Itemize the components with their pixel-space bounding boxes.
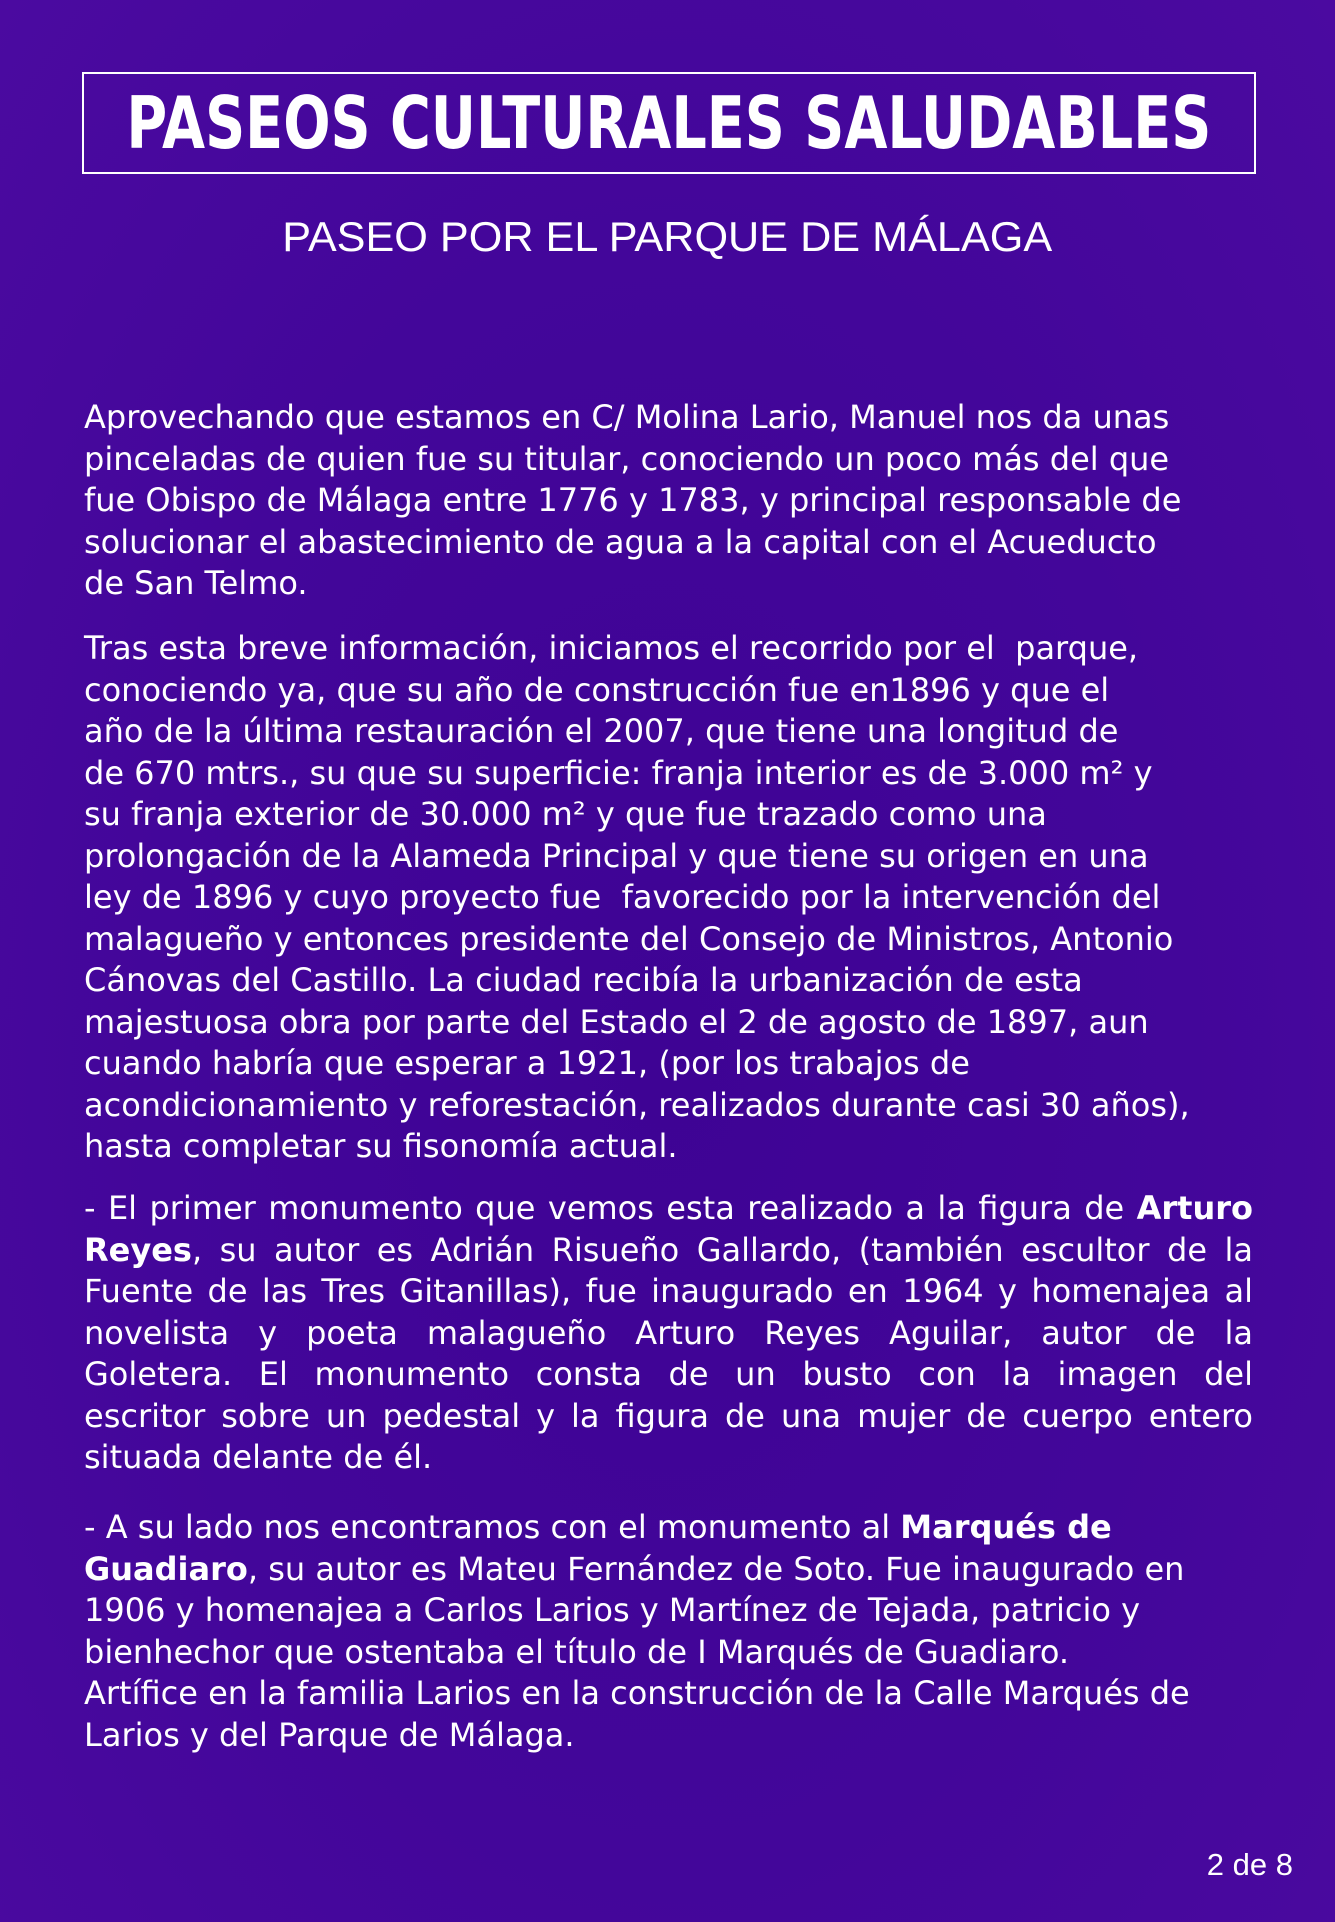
text-segment: 1906 y homenajea a Carlos Larios y Martínez de Tejada, patricio y — [84, 1591, 1141, 1629]
text-line — [84, 1437, 1253, 1479]
title-box — [82, 72, 1256, 174]
text-line-content — [84, 1230, 1253, 1272]
text-line — [84, 1126, 1253, 1168]
text-line — [84, 1085, 1253, 1127]
text-line — [84, 1354, 1253, 1396]
text-line-content — [84, 1673, 1190, 1715]
text-segment: de San Telmo. — [84, 564, 308, 602]
text-line — [84, 1673, 1253, 1715]
paragraph-4 — [84, 1507, 1253, 1756]
text-line-content — [84, 1085, 1190, 1127]
text-line-content — [84, 1354, 1253, 1396]
text-line-content — [84, 794, 1047, 836]
text-line-content — [84, 1715, 575, 1757]
paragraph-2 — [84, 628, 1253, 1168]
text-line-content — [84, 1632, 1069, 1674]
text-segment: ley de 1896 y cuyo proyecto fue favorecido por la intervención del — [84, 878, 1161, 916]
text-line — [84, 1188, 1253, 1230]
text-line-content — [84, 670, 1109, 712]
text-line — [84, 1590, 1253, 1632]
text-segment: Tras esta breve información, iniciamos el recorrido por el parque, — [84, 629, 1139, 667]
text-line-content — [84, 1396, 1253, 1438]
text-line — [84, 794, 1253, 836]
bold-text: Reyes — [84, 1230, 192, 1269]
text-line — [84, 439, 1253, 481]
text-line-content — [84, 919, 1173, 961]
text-line — [84, 836, 1253, 878]
text-segment: bienhechor que ostentaba el título de I Marqués de Guadiaro. — [84, 1632, 1070, 1671]
text-segment: majestuosa obra por parte del Estado el 2 de agosto de 1897, aun — [84, 1002, 1149, 1041]
text-segment: Artífice en la familia Larios en la construcción de la Calle Marqués de — [84, 1674, 1190, 1712]
text-line-content — [84, 1188, 1253, 1230]
text-segment: Cánovas del Castillo. La ciudad recibía la urbanización de esta — [84, 961, 1083, 999]
text-segment: - A su lado nos encontramos con el monumento al — [84, 1508, 901, 1546]
text-line — [84, 1043, 1253, 1085]
text-line — [84, 753, 1253, 795]
text-line-content — [84, 1126, 678, 1168]
text-line-content — [84, 960, 1083, 1002]
bold-text: Marqués de — [900, 1508, 1112, 1546]
text-line-content — [84, 1271, 1253, 1313]
text-line — [84, 397, 1253, 439]
text-segment: , su autor es Adrián Risueño Gallardo, (también escultor de la — [191, 1230, 1253, 1269]
text-line-content — [84, 1590, 1140, 1632]
text-line-content — [84, 1043, 970, 1085]
text-line-content — [84, 753, 1153, 795]
text-line — [84, 877, 1253, 919]
text-line-content — [84, 836, 1149, 878]
text-segment: año de la última restauración el 2007, que tiene una longitud de — [84, 712, 1119, 750]
text-line — [84, 1507, 1253, 1549]
text-segment: , su autor es Mateu Fernández de Soto. Fue inaugurado en — [247, 1549, 1185, 1588]
text-line-content — [84, 522, 1157, 564]
text-line-content — [84, 1549, 1184, 1591]
paragraph-3 — [84, 1188, 1253, 1479]
text-line-content — [84, 1507, 1112, 1549]
text-line-content — [84, 711, 1118, 753]
text-segment: situada delante de él. — [84, 1438, 433, 1476]
page-subtitle: PASEO POR EL PARQUE DE MÁLAGA — [282, 213, 1053, 260]
text-line — [84, 670, 1253, 712]
text-segment: Aprovechando que estamos en C/ Molina Lario, Manuel nos da unas — [84, 398, 1170, 436]
text-line-content — [84, 628, 1138, 670]
text-line-content — [84, 1313, 1253, 1355]
text-segment: pinceladas de quien fue su titular, conociendo un poco más del que — [84, 439, 1170, 478]
paragraph-1 — [84, 397, 1253, 605]
text-segment: fue Obispo de Málaga entre 1776 y 1783, y principal responsable de — [84, 481, 1182, 519]
text-line — [84, 1632, 1253, 1674]
text-line — [84, 1715, 1253, 1757]
text-segment: su franja exterior de 30.000 m² y que fue trazado como una — [84, 795, 1047, 833]
text-line — [84, 1549, 1253, 1591]
text-line-content — [84, 439, 1169, 481]
text-segment: conociendo ya, que su año de construcción fue en1896 y que el — [84, 670, 1110, 709]
text-line — [84, 1271, 1253, 1313]
text-line — [84, 960, 1253, 1002]
text-line — [84, 522, 1253, 564]
text-segment: hasta completar su fisonomía actual. — [84, 1127, 678, 1165]
bold-text: Guadiaro — [84, 1549, 248, 1588]
page-title: PASEOS CULTURALES SALUDABLES — [126, 81, 1212, 165]
text-line — [84, 711, 1253, 753]
text-line-content — [84, 480, 1181, 522]
text-line — [84, 563, 1253, 605]
text-segment: Larios y del Parque de Málaga. — [84, 1715, 575, 1754]
text-segment: de 670 mtrs., su que su superficie: franja interior es de 3.000 m² y — [84, 753, 1153, 792]
text-segment: Fuente de las Tres Gitanillas), fue inaugurado en 1964 y homenajea al — [84, 1272, 1253, 1310]
text-line — [84, 1002, 1253, 1044]
text-line-content — [84, 563, 308, 605]
text-segment: solucionar el abastecimiento de agua a la capital con el Acueducto — [84, 522, 1157, 561]
text-line — [84, 1313, 1253, 1355]
text-segment: - El primer monumento que vemos esta realizado a la figura de — [84, 1189, 1137, 1227]
text-segment: novelista y poeta malagueño Arturo Reyes Aguilar, autor de la — [84, 1313, 1253, 1352]
text-segment: cuando habría que esperar a 1921, (por los trabajos de — [84, 1044, 970, 1082]
text-segment: prolongación de la Alameda Principal y que tiene su origen en una — [84, 836, 1149, 875]
text-segment: acondicionamiento y reforestación, realizados durante casi 30 años), — [84, 1085, 1190, 1124]
page-indicator: 2 de 8 — [1206, 1847, 1293, 1882]
text-segment: malagueño y entonces presidente del Consejo de Ministros, Antonio — [84, 919, 1174, 958]
text-line — [84, 919, 1253, 961]
text-line-content — [84, 1437, 432, 1479]
text-line — [84, 480, 1253, 522]
text-line — [84, 1396, 1253, 1438]
text-line-content — [84, 877, 1160, 919]
subtitle-row — [0, 213, 1335, 260]
text-line — [84, 1230, 1253, 1272]
text-line-content — [84, 397, 1169, 439]
text-segment: Goletera. El monumento consta de un busto con la imagen del — [84, 1355, 1253, 1393]
text-line-content — [84, 1002, 1149, 1044]
text-line — [84, 628, 1253, 670]
text-segment: escritor sobre un pedestal y la figura de una mujer de cuerpo entero — [84, 1396, 1253, 1435]
bold-text: Arturo — [1136, 1189, 1253, 1227]
